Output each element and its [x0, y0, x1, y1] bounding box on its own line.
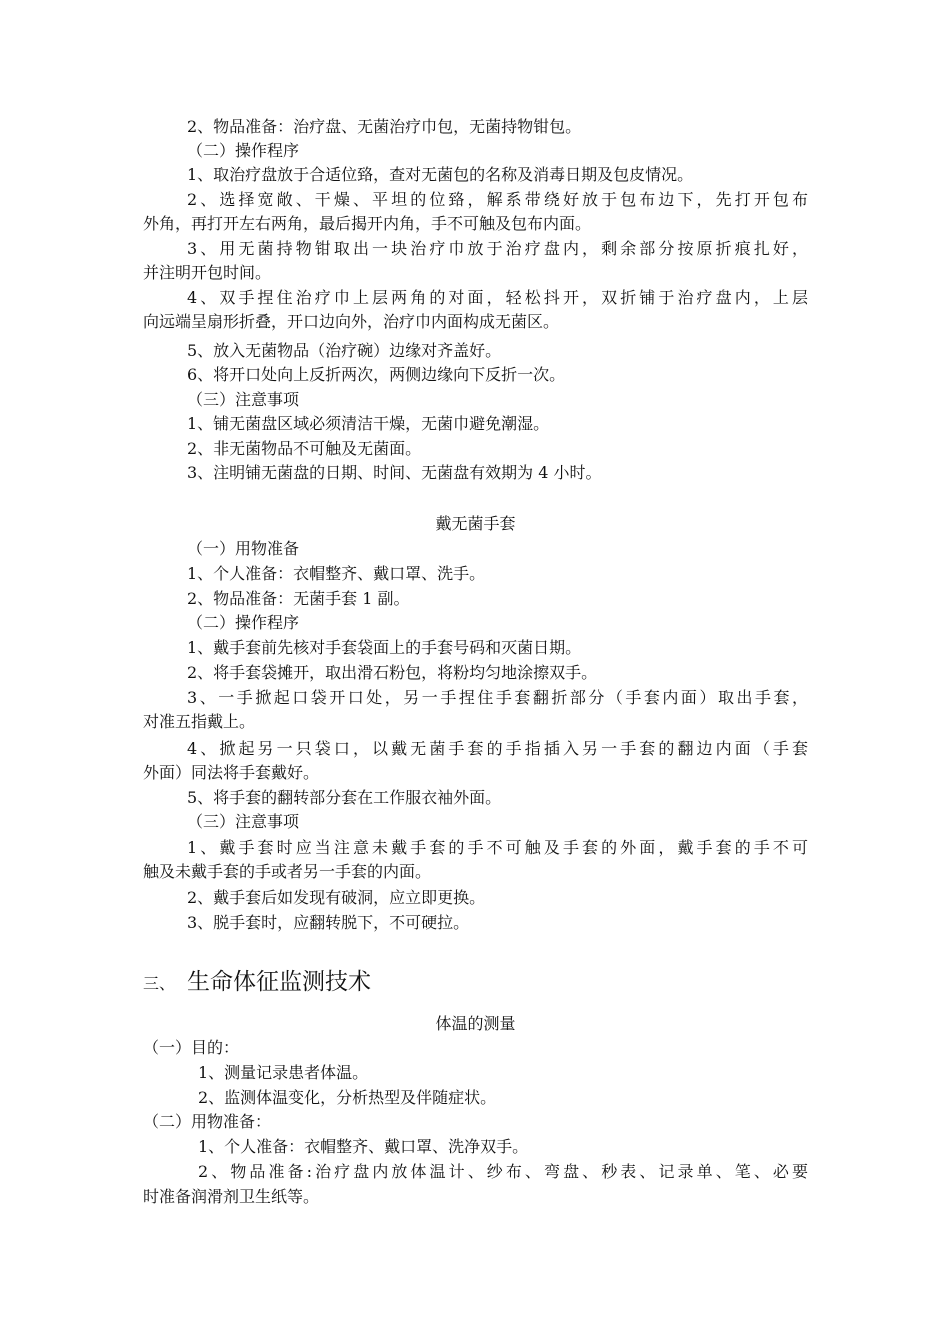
gloves-step-4-line-1: 4、掀起另一只袋口，以戴无菌手套的手指插入另一手套的翻边内面（手套: [187, 739, 808, 758]
vital-signs-heading-number: 三、: [143, 974, 176, 993]
gloves-step-5: 5、将手套的翻转部分套在工作服衣袖外面。: [187, 788, 502, 807]
tray-step-2-line-2: 外角，再打开左右两角，最后揭开内角，手不可触及包布内面。: [143, 214, 592, 233]
temperature-purpose-heading: （一）目的：: [143, 1038, 240, 1057]
vital-signs-heading-title: 生命体征监测技术: [187, 969, 371, 995]
gloves-note-2: 2、戴手套后如发现有破洞，应立即更换。: [187, 888, 486, 907]
gloves-prep-heading: （一）用物准备: [187, 539, 300, 558]
gloves-notes-heading: （三）注意事项: [187, 812, 300, 831]
gloves-note-1-line-1: 1、戴手套时应当注意未戴手套的手不可触及手套的外面，戴手套的手不可: [187, 838, 808, 857]
gloves-step-1: 1、戴手套前先核对手套袋面上的手套号码和灭菌日期。: [187, 638, 582, 657]
temperature-prep-2-line-1: 2、物品准备:治疗盘内放体温计、纱布、弯盘、秒表、记录单、笔、必要: [198, 1162, 808, 1181]
tray-step-3-line-2: 并注明开包时间。: [143, 263, 272, 282]
temperature-title: 体温的测量: [435, 1014, 516, 1033]
gloves-title: 戴无菌手套: [435, 514, 516, 533]
tray-step-2-line-1: 2、选择宽敞、干燥、平坦的位臵，解系带绕好放于包布边下，先打开包布: [187, 190, 808, 209]
gloves-step-3-line-2: 对准五指戴上。: [143, 712, 256, 731]
vital-signs-heading: [143, 965, 808, 999]
tray-note-2: 2、非无菌物品不可触及无菌面。: [187, 439, 422, 458]
tray-step-5: 5、放入无菌物品（治疗碗）边缘对齐盖好。: [187, 341, 502, 360]
temperature-prep-1: 1、个人准备：衣帽整齐、戴口罩、洗净双手。: [198, 1137, 529, 1156]
gloves-prep-2: 2、物品准备：无菌手套 1 副。: [187, 589, 410, 608]
tray-step-1: 1、取治疗盘放于合适位臵，查对无菌包的名称及消毒日期及包皮情况。: [187, 165, 694, 184]
tray-note-1: 1、铺无菌盘区域必须清洁干燥，无菌巾避免潮湿。: [187, 414, 550, 433]
tray-step-4-line-1: 4、双手捏住治疗巾上层两角的对面，轻松抖开，双折铺于治疗盘内，上层: [187, 288, 808, 307]
tray-supplies-item-2: 2、物品准备：治疗盘、无菌治疗巾包，无菌持物钳包。: [187, 117, 582, 136]
temperature-prep-heading: （二）用物准备：: [143, 1112, 272, 1131]
temperature-purpose-2: 2、监测体温变化，分析热型及伴随症状。: [198, 1088, 497, 1107]
tray-step-3-line-1: 3、用无菌持物钳取出一块治疗巾放于治疗盘内，剩余部分按原折痕扎好，: [187, 239, 808, 258]
tray-procedure-heading: （二）操作程序: [187, 141, 300, 160]
gloves-step-2: 2、将手套袋摊开，取出滑石粉包，将粉均匀地涂擦双手。: [187, 663, 598, 682]
gloves-step-4-line-2: 外面）同法将手套戴好。: [143, 763, 320, 782]
tray-note-3: 3、注明铺无菌盘的日期、时间、无菌盘有效期为 4 小时。: [187, 463, 602, 482]
temperature-prep-2-line-2: 时准备润滑剂卫生纸等。: [143, 1187, 320, 1206]
tray-step-6: 6、将开口处向上反折两次，两侧边缘向下反折一次。: [187, 365, 566, 384]
gloves-step-3-line-1: 3、一手掀起口袋开口处，另一手捏住手套翻折部分（手套内面）取出手套，: [187, 688, 808, 707]
gloves-note-3: 3、脱手套时，应翻转脱下，不可硬拉。: [187, 913, 470, 932]
gloves-note-1-line-2: 触及未戴手套的手或者另一手套的内面。: [143, 862, 432, 881]
tray-notes-heading: （三）注意事项: [187, 390, 300, 409]
gloves-prep-1: 1、个人准备：衣帽整齐、戴口罩、洗手。: [187, 564, 486, 583]
temperature-purpose-1: 1、测量记录患者体温。: [198, 1063, 369, 1082]
tray-step-4-line-2: 向远端呈扇形折叠，开口边向外，治疗巾内面构成无菌区。: [143, 312, 560, 331]
gloves-procedure-heading: （二）操作程序: [187, 613, 300, 632]
